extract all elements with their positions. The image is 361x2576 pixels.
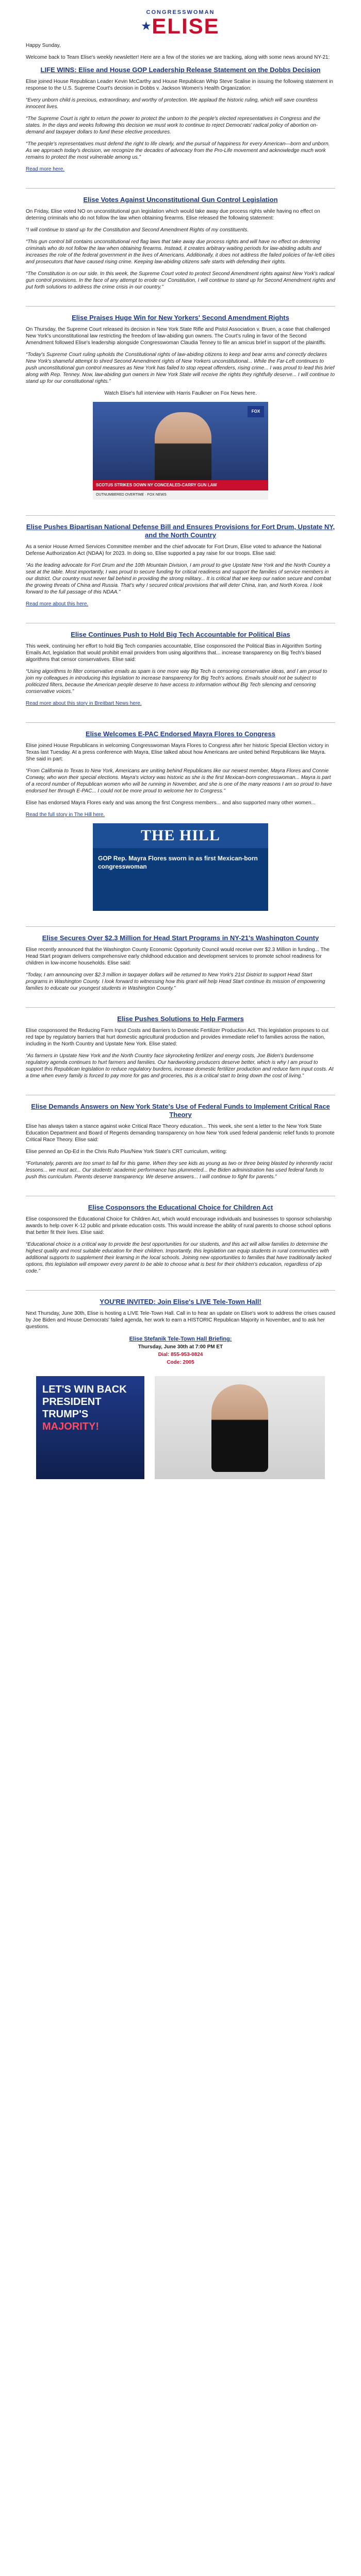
paragraph: As a senior House Armed Services Committee member and the chief advocate for Fort Drum, Elise voted to advance the National Defense Authorization Act (NDAA) for 2023. In doing so, Elise supported a pay raise for our troops. Elise said: (26, 544, 322, 556)
quote: “Educational choice is a critical way to provide the best opportunities for our students, and this act will allow families to determine the highest quality and most suitable education for their children. Importantly, this legislation can equip students in rural communities with additional supports to supplement their learning in the local schools. Joining new opportunities to families that have traditionally lacked options, this legislation will empower every parent to be able to choose what is best for their children's education, regardless of zip code.” (26, 1242, 332, 1274)
quote: “The Constitution is on our side. In this week, the Supreme Court voted to protect Second Amendment rights against New York's radical gun control provisions. In the face of any attempt to erode our Constitution, I will continue to stand up for Second Amendment rights and put forth solutions to address the crime crisis in our country.” (26, 271, 335, 290)
section-title: YOU'RE INVITED: Join Elise's LIVE Tele-Town Hall! (100, 1298, 261, 1306)
section-head-start (26, 934, 335, 1000)
the-hill-article-card[interactable] (93, 823, 268, 911)
promo-left-panel (36, 1376, 144, 1479)
section-title: Elise Continues Push to Hold Big Tech Accountable for Political Bias (71, 631, 290, 638)
video-headline-bar: SCOTUS STRIKES DOWN NY CONCEALED-CARRY GUN LAW (93, 480, 268, 490)
newsletter (26, 0, 335, 1498)
promo-text-line-3: MAJORITY! (42, 1421, 99, 1432)
divider (26, 306, 335, 307)
section-title: Elise Pushes Solutions to Help Farmers (117, 1015, 244, 1023)
fox-news-logo: FOX (248, 406, 264, 417)
logo (141, 9, 219, 37)
divider (26, 1290, 335, 1291)
section-gun-control (26, 196, 335, 299)
section-education-choice (26, 1204, 335, 1283)
quote: “Using algorithms to filter conservative emails as spam is one more way Big Tech is censoring conservative ideas, and I am proud to join my colleagues in introducing this legislation to increase transparency for Big Tech's actions. Emails should not be subject to politicized filters, because the American people deserve to have access to information without Big Tech silencing and censoring conservative voices.” (26, 669, 327, 694)
paragraph: On Friday, Elise voted NO on unconstitutional gun legislation which would take away due process rights while having no effect on deterring criminals who do not follow the law when obtaining firearms. Elise released the following statement: (26, 209, 320, 221)
divider (26, 188, 335, 189)
event-link[interactable]: Elise Stefanik Tele-Town Hall Briefing: (129, 1336, 232, 1342)
section-title: Elise Demands Answers on New York State's Use of Federal Funds to Implement Critical Race Theory (31, 1103, 330, 1118)
section-title: Elise Praises Huge Win for New Yorkers' Second Amendment Rights (72, 314, 289, 321)
event-dial: Dial: 855-953-0824 (158, 1352, 203, 1358)
logo-text: ELISE (152, 14, 220, 38)
read-more-link[interactable]: Read more here. (26, 166, 65, 172)
interview-video-thumbnail[interactable] (93, 402, 268, 500)
quote: “I will continue to stand up for the Constitution and Second Amendment Rights of my constituents. (26, 227, 249, 233)
video-subbar: OUTNUMBERED OVERTIME · FOX NEWS (93, 490, 268, 500)
section-mayra-flores (26, 730, 335, 919)
paragraph: Elise cosponsored the Educational Choice for Children Act, which would encourage individuals and businesses to sponsor scholarship awards to help cover K-12 public and private education costs. This would increase the ability of rural parents to choose school options that better fit their lives. Elise said: (26, 1216, 332, 1235)
section-dobbs (26, 66, 335, 181)
greeting: Happy Sunday, (26, 43, 61, 48)
read-more-link[interactable]: Read the full story in The Hill here. (26, 812, 105, 818)
event-code: Code: 2005 (167, 1360, 194, 1365)
paragraph: Elise cosponsored the Reducing Farm Input Costs and Barriers to Domestic Fertilizer Production Act. This legislation proposes to cut red tape by regulatory barriers that hurt domestic agricultural production and provides immediate relief to families across the nation, including in the North Country and Upstate New York. Elise stated: (26, 1028, 329, 1047)
paragraph: Elise penned an Op-Ed in the Chris Rufo Plus/New York State's CRT curriculum, writing: (26, 1149, 227, 1155)
section-big-tech (26, 631, 335, 715)
divider (26, 1007, 335, 1008)
quote: “The people's representatives must defend the right to life clearly, and the pursuit of happiness for every American—born and unborn. As we approach today's decision, we recognize the decades of advocacy from the Pro-Life movement and acknowledge much work remains to protect the most vulnerable among us.” (26, 141, 330, 160)
quote: “Today's Supreme Court ruling upholds the Constitutional rights of law-abiding citizens to keep and bear arms and correctly declares New York's shameful attempt to shred Second Amendment rights of New Yorkers unconstitutional... While the Far-Left continues to push unconstitutional gun control measures as New York has failed to stop repeat offenders, rising crime... I was proud to lead this brief along with Rep. Tenney. Now, law-abiding gun owners in New York State will receive the rights they rightfully deserve... I will continue to stand up for our constitutional rights.” (26, 352, 335, 384)
section-second-amendment (26, 314, 335, 508)
section-tele-town-hall (26, 1298, 335, 1498)
section-title: Elise Cosponsors the Educational Choice for Children Act (88, 1204, 273, 1211)
logo-pre: CONGRESSWOMAN (146, 9, 215, 15)
star-icon: ★ (141, 21, 152, 32)
paragraph: Elise has endorsed Mayra Flores early and was among the first Congress members... and also supported many other women... (26, 800, 316, 806)
quote: “The Supreme Court is right to return the power to protect the unborn to the people's elected representatives in Congress and the states. In the days and weeks following this decision we must work to continue to reject Democrats' radical policy of abortion on-demand and taxpayer dollars to fund these elective procedures. (26, 116, 321, 135)
header (26, 0, 335, 42)
section-crt (26, 1103, 335, 1189)
section-farmers (26, 1015, 335, 1088)
promo-text-line-2: PRESIDENT TRUMP'S (42, 1396, 102, 1420)
paragraph: Elise joined House Republicans in welcoming Congresswoman Mayra Flores to Congress after her historic Special Election victory in Texas last Tuesday. At a press conference with Mayra, Elise talked about how Americans are united behind Republicans like Mayra. She said in part: (26, 743, 329, 762)
watch-line[interactable]: Watch Elise's full interview with Harris Faulkner on Fox News here. (104, 391, 257, 396)
divider (26, 515, 335, 516)
the-hill-logo: THE HILL (93, 823, 268, 848)
the-hill-headline: GOP Rep. Mayra Flores sworn in as first Mexican-born congresswoman (98, 855, 258, 870)
promo-portrait (211, 1384, 268, 1472)
promo-text (42, 1383, 138, 1433)
divider (26, 722, 335, 723)
section-title: LIFE WINS: Elise and House GOP Leadership Release Statement on the Dobbs Decision (40, 66, 321, 74)
promo-right-panel (155, 1376, 325, 1479)
quote: “As farmers in Upstate New York and the North Country face skyrocketing fertilizer and energy costs, Joe Biden's burdensome regulatory agenda continues to hurt farmers and families. Our hardworking producers deserve better, which is why I am proud to support this Republican legislation to reduce regulatory burdens, increase domestic fertilizer production and reduce farm input costs. At a time when every family is forced to pay more for gas and groceries, this is a critical start to bring down the cost of living.” (26, 1053, 334, 1079)
quote: “As the leading advocate for Fort Drum and the 10th Mountain Division, I am proud to give Upstate New York and the North Country a seat at the table. Most importantly, I was proud to secure funding for critical readiness and support the families of service members in our district. Our country must never fail behind in providing the strong military... It is critical that we keep our nation secure and combat the growing threats of China and Russia. That's why I secured critical provisions that will deter China, Iran, and North Korea. I look forward to the full passage of this NDAA.” (26, 563, 331, 595)
section-title: Elise Votes Against Unconstitutional Gun Control Legislation (83, 196, 278, 204)
quote: “Today, I am announcing over $2.3 million in taxpayer dollars will be returned to New York's 21st District to support Head Start programs in Washington County. I look forward to witnessing how this grant will help Head Start continue its mission of empowering families to educate our youngest students in Washington County.” (26, 972, 325, 991)
promo-text-line-1: LET'S WIN BACK (42, 1384, 127, 1395)
quote: “Fortunately, parents are too smart to fall for this game. When they see kids as young as two or three being blasted by inherently racist lessons... we must act... Our students' academic performance has plummeted... the Biden administration has used federal funds to push this curriculum. Parents deserve transparency. We deserve answers... I will continue to fight for parents.” (26, 1161, 332, 1180)
section-ndaa (26, 523, 335, 616)
promo-banner[interactable] (26, 1371, 335, 1484)
paragraph: This week, continuing her effort to hold Big Tech companies accountable, Elise cosponsored the Political Bias in Algorithm Sorting Emails Act, legislation that would prohibit email providers from using algorithms that... increase transparency on Big Tech's biased algorithms that censor conservatives. Elise said: (26, 643, 322, 663)
section-title: Elise Pushes Bipartisan National Defense Bill and Ensures Provisions for Fort Drum, Upstate NY, and the North Country (26, 523, 335, 539)
paragraph: Elise joined House Republican Leader Kevin McCarthy and House Republican Whip Steve Scalise in issuing the following statement in response to the U.S. Supreme Court's decision in Dobbs v. Jackson Women's Health Organization: (26, 79, 333, 91)
paragraph: On Thursday, the Supreme Court released its decision in New York State Rifle and Pistol Association v. Bruen, a case that challenged New York's unconstitutional law restricting the freedom of law-abiding gun owners. The Court's ruling in favor of the Second Amendment followed Elise's leadership alongside Congresswoman Claudia Tenney to file an amicus brief in support of the plaintiffs. (26, 327, 330, 346)
paragraph: Elise has always taken a stance against woke Critical Race Theory education... This week, she sent a letter to the New York State Education Department and Board of Regents demanding transparency on how New York used federal pandemic relief funds to promote Critical Race Theory. Elise said: (26, 1124, 335, 1143)
read-more-link[interactable]: Read more about this here. (26, 601, 89, 607)
event-date: Thursday, June 30th at 7:00 PM ET (138, 1344, 223, 1350)
divider (26, 926, 335, 927)
quote: “Every unborn child is precious, extraordinary, and worthy of protection. We applaud the historic ruling, which will save countless innocent lives. (26, 97, 318, 110)
quote: “This gun control bill contains unconstitutional red flag laws that take away due process rights and will have no effect on deterring criminals who do not follow the law when obtaining firearms. Instead, it creates arbitrary waiting periods for law-abiding adults and increases the role of the federal government in the lives of Americans. Additionally, it does not address the failed policies of far-left cities and prosecutors that have caused rising crime. Keeping law-abiding citizens safe starts with defending their rights. (26, 239, 335, 265)
paragraph: Elise recently announced that the Washington County Economic Opportunity Council would receive over $2.3 Million in funding... The Head Start program delivers comprehensive early childhood education and development services to promote school readiness for children in low-income households. Elise said: (26, 947, 330, 966)
section-title: Elise Welcomes E-PAC Endorsed Mayra Flores to Congress (86, 730, 275, 738)
section-title: Elise Secures Over $2.3 Million for Head Start Programs in NY-21's Washington County (42, 934, 319, 942)
intro: Welcome back to Team Elise's weekly newsletter! Here are a few of the stories we are tracking, along with some news around NY-21: (26, 55, 330, 60)
read-more-link[interactable]: Read more about this story in Breitbart News here. (26, 701, 142, 706)
quote: “From California to Texas to New York, Americans are uniting behind Republicans like our newest member, Mayra Flores and Connie Conway, who won their special elections. Mayra's victory was historic as she is the first Mexican-born congresswoman... Mayra is part of a record number of Republican women who will be running in November, and she is one of the many reasons I am so proud to have endorsed her through E-PAC... I could not be more proud to welcome her to Congress.” (26, 768, 332, 794)
paragraph: Next Thursday, June 30th, Elise is hosting a LIVE Tele-Town Hall. Call in to hear an update on Elise's work to address the crises caused by Joe Biden and House Democrats' failed agenda, her work to earn a HISTORIC Republican Majority in November, and to ask her questions. (26, 1311, 336, 1330)
speaker-figure (155, 412, 211, 489)
